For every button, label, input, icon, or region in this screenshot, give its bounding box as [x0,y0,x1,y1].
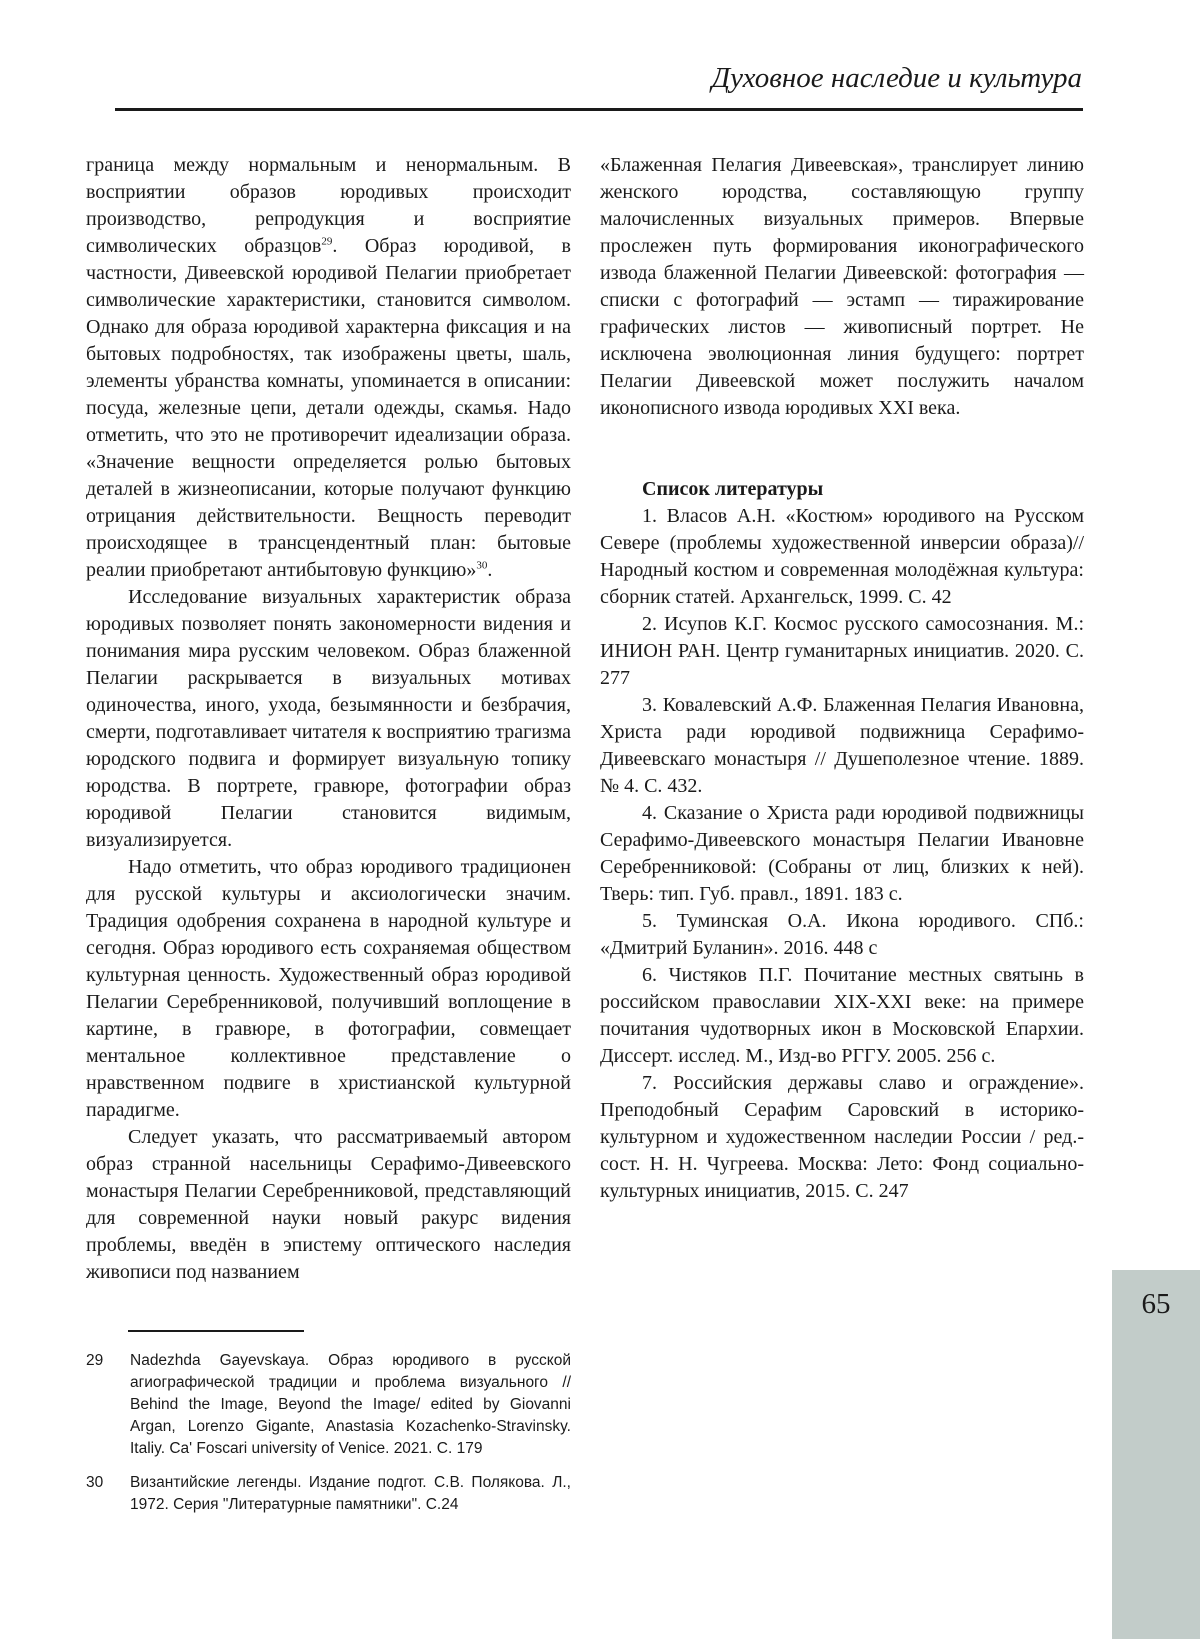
left-column [86,152,571,1286]
reference-item: 3. Ковалевский А.Ф. Блаженная Пелагия Ивановна, Христа ради юродивой подвижница Серафимо-Дивеевскаго монастыря // Душеполезное чтение. 1889. № 4. С. 432. [600,694,1084,797]
paragraph-3: Надо отметить, что образ юродивого традиционен для русской культуры и аксиологически значим. Традиция одобрения сохранена в народной культуре и сегодня. Образ юродивого есть сохраняемая обществом культурная ценность. Художественный образ юродивой Пелагии Серебренниковой, получивший воплощение в картине, в гравюре, в фотографии, совмещает ментальное коллективное представление о нравственном подвиге в христианской культурной парадигме. [86,856,571,1121]
footnote-separator [128,1330,304,1332]
footnote-29 [86,1350,571,1460]
reference-item: 2. Исупов К.Г. Космос русского самосознания. М.: ИНИОН РАН. Центр гуманитарных инициатив. 2020. С. 277 [600,613,1084,689]
reference-item: 4. Сказание о Христа ради юродивой подвижницы Серафимо-Дивеевского монастыря Пелагии Ивановне Серебренниковой: (Собраны от лиц, близких к ней). Тверь: тип. Губ. правл., 1891. 183 с. [600,802,1084,905]
footnote-ref-29[interactable]: 29 [321,235,333,248]
paragraph-4: Следует указать, что рассматриваемый автором образ странной насельницы Серафимо-Дивеевского монастыря Пелагии Серебренниковой, представляющий для современной науки новый ракурс видения проблемы, введён в эпистему оптического наследия живописи под названием [86,1126,571,1283]
paragraph-1 [86,152,571,584]
footnote-text: Nadezhda Gayevskaya. Образ юродивого в русской агиографической традиции и проблема визуального // Behind the Image, Beyond the Image/ edited by Giovanni Argan, Lorenzo Gigante, Anastasia Kozachenko-Stravinsky. Italiy. Ca' Foscari university of Venice. 2021. С. 179 [130,1352,571,1457]
paragraph-1-text-a: граница между нормальным и ненормальным. В восприятии образов юродивых происходит производство, репродукция и восприятие символических образцов [86,154,571,257]
page-tab [1112,1270,1200,1639]
footnote-number: 29 [86,1352,104,1369]
footnote-text: Византийские легенды. Издание подгот. С.В. Полякова. Л., 1972. Серия "Литературные памятники". С.24 [130,1474,571,1513]
reference-item: 7. Российския державы славо и ограждение». Преподобный Серафим Саровский в историко-культурном и художественном наследии России / ред.-сост. Н. Н. Чугреева. Москва: Лето: Фонд социально-культурных инициатив, 2015. С. 247 [600,1072,1084,1202]
footnote-number: 30 [86,1474,104,1491]
running-head: Духовное наследие и культура [711,62,1082,94]
references-title: Список литературы [642,478,824,500]
page-number: 65 [1141,1288,1171,1320]
paragraph-5: «Блаженная Пелагия Дивеевская», транслирует линию женского юродства, составляющую группу малочисленных визуальных примеров. Впервые прослежен путь формирования иконографического извода блаженной Пелагии Дивеевской: фотография — списки с фотографий — эстамп — тиражирование графических листов — живописный портрет. Не исключена эволюционная линия будущего: портрет Пелагии Дивеевской может послужить началом иконописного извода юродивых XXI века. [600,154,1084,419]
paragraph-2: Исследование визуальных характеристик образа юродивых позволяет понять закономерности видения и понимания мира русским человеком. Образ блаженной Пелагии раскрывается в визуальных мотивах одиночества, иного, ухода, безымянности и безбрачия, смерти, подготавливает читателя к восприятию трагизма юродского подвига и формирует визуальную топику юродства. В портрете, гравюре, фотографии образ юродивой Пелагии становится видимым, визуализируется. [86,586,571,851]
reference-item: 1. Власов А.Н. «Костюм» юродивого на Русском Севере (проблемы художественной инверсии образа)// Народный костюм и современная молодёжная культура: сборник статей. Архангельск, 1999. С. 42 [600,505,1084,608]
right-column [600,152,1084,1205]
reference-item: 5. Туминская О.А. Икона юродивого. СПб.: «Дмитрий Буланин». 2016. 448 с [600,910,1084,959]
footnote-ref-30[interactable]: 30 [476,559,488,572]
footnotes [86,1350,571,1528]
paragraph-1-text-b: . Образ юродивой, в частности, Дивеевской юродивой Пелагии приобретает символические характеристики, становится символом. Однако для образа юродивой характерна фиксация и на бытовых подробностях, так изображены цветы, шаль, элементы убранства комнаты, упоминается в описании: посуда, железные цепи, детали одежды, скамья. Надо отметить, что это не противоречит идеализации образа. «Значение вещности определяется ролью бытовых деталей в жизнеописании, которые получают функцию отрицания действительности. Вещность переводит происходящее в трансцендентный план: бытовые реалии приобретают антибытовую функцию» [86,235,572,581]
footnote-30 [86,1472,571,1516]
header-rule [115,108,1083,111]
reference-item: 6. Чистяков П.Г. Почитание местных святынь в российском православии XIX-XXI веке: на примере почитания чудотворных икон в Московской Епархии. Диссерт. исслед. М., Изд-во РГГУ. 2005. 256 с. [600,964,1084,1067]
paragraph-1-text-c: . [487,559,493,581]
